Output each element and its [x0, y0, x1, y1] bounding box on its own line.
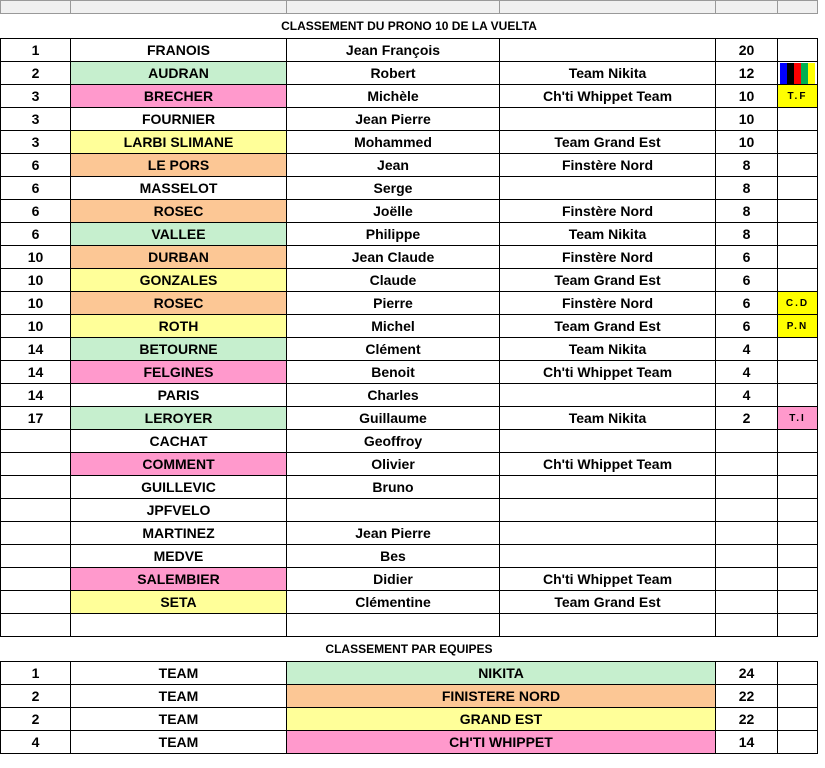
table-row	[1, 39, 818, 62]
team-cell[interactable]	[500, 430, 716, 453]
last-name-cell[interactable]: PARIS	[71, 384, 287, 407]
points-cell[interactable]: 10	[716, 85, 778, 108]
table-row	[1, 292, 818, 315]
table-row	[1, 154, 818, 177]
team-cell[interactable]	[500, 545, 716, 568]
last-name-cell[interactable]: COMMENT	[71, 453, 287, 476]
last-name-cell[interactable]: FOURNIER	[71, 108, 287, 131]
column-header-row	[1, 1, 818, 14]
last-name-cell[interactable]: AUDRAN	[71, 62, 287, 85]
team-name-cell[interactable]: FINISTERE NORD	[287, 685, 716, 708]
stripe	[794, 63, 801, 84]
empty-cell[interactable]	[500, 614, 716, 637]
table-row	[1, 338, 818, 361]
badge-cell[interactable]	[778, 453, 818, 476]
team-cell[interactable]	[500, 39, 716, 62]
rank-cell[interactable]: 6	[1, 223, 71, 246]
first-name-cell[interactable]: Serge	[287, 177, 500, 200]
team-cell[interactable]: Team Nikita	[500, 223, 716, 246]
badge-cell[interactable]	[778, 499, 818, 522]
badge-cell[interactable]	[778, 384, 818, 407]
team-cell[interactable]: Finstère Nord	[500, 292, 716, 315]
table-row	[1, 384, 818, 407]
last-name-cell[interactable]: LEROYER	[71, 407, 287, 430]
table-row	[1, 591, 818, 614]
team-cell[interactable]	[500, 476, 716, 499]
table-row	[1, 499, 818, 522]
badge-cell[interactable]	[778, 568, 818, 591]
badge-cell[interactable]	[778, 154, 818, 177]
rank-cell[interactable]	[1, 568, 71, 591]
badge-cell[interactable]	[778, 338, 818, 361]
points-cell[interactable]: 6	[716, 315, 778, 338]
rank-cell[interactable]: 6	[1, 177, 71, 200]
team-cell[interactable]: Team Nikita	[500, 407, 716, 430]
team-rank-cell[interactable]: 4	[1, 731, 71, 754]
table-row	[1, 522, 818, 545]
points-cell[interactable]	[716, 453, 778, 476]
rank-cell[interactable]: 3	[1, 108, 71, 131]
first-name-cell[interactable]: Olivier	[287, 453, 500, 476]
last-name-cell[interactable]: BRECHER	[71, 85, 287, 108]
points-cell[interactable]: 12	[716, 62, 778, 85]
rank-cell[interactable]	[1, 522, 71, 545]
last-name-cell[interactable]: ROSEC	[71, 200, 287, 223]
first-name-cell[interactable]: Clément	[287, 338, 500, 361]
rank-cell[interactable]: 10	[1, 315, 71, 338]
last-name-cell[interactable]: BETOURNE	[71, 338, 287, 361]
stripe	[808, 63, 815, 84]
page-title[interactable]: CLASSEMENT DU PRONO 10 DE LA VUELTA	[1, 14, 818, 39]
table-row	[1, 315, 818, 338]
badge-cell[interactable]	[778, 430, 818, 453]
points-cell[interactable]	[716, 499, 778, 522]
last-name-cell[interactable]: GONZALES	[71, 269, 287, 292]
rank-cell[interactable]: 14	[1, 338, 71, 361]
last-name-cell[interactable]: GUILLEVIC	[71, 476, 287, 499]
rank-cell[interactable]: 10	[1, 292, 71, 315]
last-name-cell[interactable]: LE PORS	[71, 154, 287, 177]
rank-cell[interactable]: 6	[1, 200, 71, 223]
badge-cell[interactable]	[778, 200, 818, 223]
column-header[interactable]	[716, 1, 778, 14]
team-cell[interactable]: Finstère Nord	[500, 154, 716, 177]
empty-cell[interactable]	[71, 614, 287, 637]
last-name-cell[interactable]: DURBAN	[71, 246, 287, 269]
table-row	[1, 246, 818, 269]
team-ranking-title[interactable]: CLASSEMENT PAR EQUIPES	[1, 637, 818, 662]
team-rank-cell[interactable]: 1	[1, 662, 71, 685]
first-name-cell[interactable]: Pierre	[287, 292, 500, 315]
initials-badge[interactable]: C.D	[778, 292, 818, 315]
team-cell[interactable]	[500, 499, 716, 522]
column-header[interactable]	[287, 1, 500, 14]
team-title-row	[1, 637, 818, 662]
first-name-cell[interactable]: Philippe	[287, 223, 500, 246]
empty-cell[interactable]	[287, 614, 500, 637]
team-cell[interactable]: Team Grand Est	[500, 315, 716, 338]
last-name-cell[interactable]: SETA	[71, 591, 287, 614]
rank-cell[interactable]	[1, 499, 71, 522]
table-row	[1, 545, 818, 568]
first-name-cell[interactable]: Guillaume	[287, 407, 500, 430]
points-cell[interactable]	[716, 591, 778, 614]
points-cell[interactable]	[716, 522, 778, 545]
first-name-cell[interactable]: Michel	[287, 315, 500, 338]
last-name-cell[interactable]: LARBI SLIMANE	[71, 131, 287, 154]
last-name-cell[interactable]: MEDVE	[71, 545, 287, 568]
points-cell[interactable]: 10	[716, 131, 778, 154]
badge-cell[interactable]	[778, 591, 818, 614]
table-row	[1, 131, 818, 154]
table-row	[1, 430, 818, 453]
badge-cell[interactable]	[778, 522, 818, 545]
points-cell[interactable]: 10	[716, 108, 778, 131]
rank-cell[interactable]	[1, 545, 71, 568]
points-cell[interactable]: 4	[716, 384, 778, 407]
first-name-cell[interactable]: Jean	[287, 154, 500, 177]
points-cell[interactable]	[716, 476, 778, 499]
column-header[interactable]	[1, 1, 71, 14]
first-name-cell[interactable]: Claude	[287, 269, 500, 292]
rank-cell[interactable]: 2	[1, 62, 71, 85]
points-cell[interactable]: 4	[716, 361, 778, 384]
points-cell[interactable]: 6	[716, 246, 778, 269]
empty-cell[interactable]	[778, 614, 818, 637]
team-points-cell[interactable]: 22	[716, 708, 778, 731]
team-label-cell[interactable]: TEAM	[71, 731, 287, 754]
rank-cell[interactable]	[1, 430, 71, 453]
first-name-cell[interactable]: Michèle	[287, 85, 500, 108]
first-name-cell[interactable]: Joëlle	[287, 200, 500, 223]
team-cell[interactable]: Ch'ti Whippet Team	[500, 361, 716, 384]
points-cell[interactable]: 8	[716, 200, 778, 223]
badge-cell[interactable]	[778, 476, 818, 499]
last-name-cell[interactable]: CACHAT	[71, 430, 287, 453]
badge-cell[interactable]	[778, 223, 818, 246]
rank-cell[interactable]	[1, 476, 71, 499]
first-name-cell[interactable]	[287, 499, 500, 522]
team-rank-cell[interactable]: 2	[1, 685, 71, 708]
initials-badge[interactable]: T.F	[778, 85, 818, 108]
rank-cell[interactable]	[1, 453, 71, 476]
table-row	[1, 223, 818, 246]
badge-cell[interactable]	[778, 246, 818, 269]
first-name-cell[interactable]: Jean Pierre	[287, 108, 500, 131]
table-row	[1, 453, 818, 476]
empty-cell[interactable]	[778, 708, 818, 731]
team-row	[1, 662, 818, 685]
stripe	[801, 63, 808, 84]
last-name-cell[interactable]: MASSELOT	[71, 177, 287, 200]
team-label-cell[interactable]: TEAM	[71, 685, 287, 708]
table-row	[1, 568, 818, 591]
team-cell[interactable]	[500, 522, 716, 545]
last-name-cell[interactable]: FELGINES	[71, 361, 287, 384]
points-cell[interactable]	[716, 430, 778, 453]
badge-cell[interactable]	[778, 269, 818, 292]
badge-cell[interactable]	[778, 177, 818, 200]
team-cell[interactable]: Ch'ti Whippet Team	[500, 453, 716, 476]
rank-cell[interactable]: 10	[1, 269, 71, 292]
points-cell[interactable]	[716, 545, 778, 568]
points-cell[interactable]: 4	[716, 338, 778, 361]
table-row	[1, 614, 818, 637]
team-points-cell[interactable]: 24	[716, 662, 778, 685]
first-name-cell[interactable]: Benoit	[287, 361, 500, 384]
table-row	[1, 62, 818, 85]
first-name-cell[interactable]: Bes	[287, 545, 500, 568]
rank-cell[interactable]: 17	[1, 407, 71, 430]
last-name-cell[interactable]: JPFVELO	[71, 499, 287, 522]
points-cell[interactable]: 6	[716, 269, 778, 292]
points-cell[interactable]: 20	[716, 39, 778, 62]
points-cell[interactable]	[716, 568, 778, 591]
table-row	[1, 407, 818, 430]
team-points-cell[interactable]: 14	[716, 731, 778, 754]
badge-cell[interactable]	[778, 108, 818, 131]
empty-cell[interactable]	[1, 614, 71, 637]
rank-cell[interactable]: 1	[1, 39, 71, 62]
table-row	[1, 200, 818, 223]
rank-cell[interactable]	[1, 591, 71, 614]
last-name-cell[interactable]: ROTH	[71, 315, 287, 338]
team-row	[1, 685, 818, 708]
column-header[interactable]	[778, 1, 818, 14]
table-row	[1, 361, 818, 384]
badge-cell[interactable]	[778, 131, 818, 154]
table-row	[1, 85, 818, 108]
first-name-cell[interactable]: Mohammed	[287, 131, 500, 154]
badge-cell[interactable]	[778, 545, 818, 568]
table-row	[1, 476, 818, 499]
team-row	[1, 731, 818, 754]
table-row	[1, 177, 818, 200]
team-cell[interactable]: Team Nikita	[500, 338, 716, 361]
points-cell[interactable]: 8	[716, 223, 778, 246]
team-name-cell[interactable]: CH'TI WHIPPET	[287, 731, 716, 754]
stripe	[787, 63, 794, 84]
team-cell[interactable]: Team Grand Est	[500, 591, 716, 614]
last-name-cell[interactable]: ROSEC	[71, 292, 287, 315]
first-name-cell[interactable]: Jean Pierre	[287, 522, 500, 545]
title-row	[1, 14, 818, 39]
team-label-cell[interactable]: TEAM	[71, 662, 287, 685]
last-name-cell[interactable]: SALEMBIER	[71, 568, 287, 591]
team-cell[interactable]	[500, 177, 716, 200]
team-cell[interactable]: Ch'ti Whippet Team	[500, 85, 716, 108]
first-name-cell[interactable]: Jean Claude	[287, 246, 500, 269]
points-cell[interactable]: 8	[716, 177, 778, 200]
team-label-cell[interactable]: TEAM	[71, 708, 287, 731]
team-points-cell[interactable]: 22	[716, 685, 778, 708]
initials-badge[interactable]: T.I	[778, 407, 818, 430]
first-name-cell[interactable]: Jean François	[287, 39, 500, 62]
team-cell[interactable]: Finstère Nord	[500, 200, 716, 223]
rank-cell[interactable]: 10	[1, 246, 71, 269]
column-header[interactable]	[71, 1, 287, 14]
stripe	[780, 63, 787, 84]
team-cell[interactable]: Finstère Nord	[500, 246, 716, 269]
rank-cell[interactable]: 14	[1, 361, 71, 384]
team-cell[interactable]	[500, 384, 716, 407]
points-cell[interactable]: 6	[716, 292, 778, 315]
first-name-cell[interactable]: Didier	[287, 568, 500, 591]
rank-cell[interactable]: 14	[1, 384, 71, 407]
first-name-cell[interactable]: Robert	[287, 62, 500, 85]
points-cell[interactable]: 8	[716, 154, 778, 177]
team-row	[1, 708, 818, 731]
team-cell[interactable]	[500, 108, 716, 131]
team-cell[interactable]: Team Nikita	[500, 62, 716, 85]
first-name-cell[interactable]: Charles	[287, 384, 500, 407]
team-rank-cell[interactable]: 2	[1, 708, 71, 731]
badge-cell[interactable]	[778, 361, 818, 384]
rank-cell[interactable]: 3	[1, 85, 71, 108]
empty-cell[interactable]	[778, 685, 818, 708]
empty-cell[interactable]	[778, 731, 818, 754]
team-cell[interactable]: Team Grand Est	[500, 131, 716, 154]
initials-badge[interactable]: P.N	[778, 315, 818, 338]
table-row	[1, 108, 818, 131]
rank-cell[interactable]: 3	[1, 131, 71, 154]
team-cell[interactable]: Team Grand Est	[500, 269, 716, 292]
first-name-cell[interactable]: Clémentine	[287, 591, 500, 614]
team-name-cell[interactable]: GRAND EST	[287, 708, 716, 731]
points-cell[interactable]: 2	[716, 407, 778, 430]
team-name-cell[interactable]: NIKITA	[287, 662, 716, 685]
jersey-stripes-icon[interactable]	[778, 62, 818, 85]
empty-cell[interactable]	[778, 662, 818, 685]
last-name-cell[interactable]: VALLEE	[71, 223, 287, 246]
first-name-cell[interactable]: Bruno	[287, 476, 500, 499]
empty-cell[interactable]	[716, 614, 778, 637]
badge-cell[interactable]	[778, 39, 818, 62]
column-header[interactable]	[500, 1, 716, 14]
team-cell[interactable]: Ch'ti Whippet Team	[500, 568, 716, 591]
rank-cell[interactable]: 6	[1, 154, 71, 177]
first-name-cell[interactable]: Geoffroy	[287, 430, 500, 453]
last-name-cell[interactable]: FRANOIS	[71, 39, 287, 62]
table-row	[1, 269, 818, 292]
last-name-cell[interactable]: MARTINEZ	[71, 522, 287, 545]
